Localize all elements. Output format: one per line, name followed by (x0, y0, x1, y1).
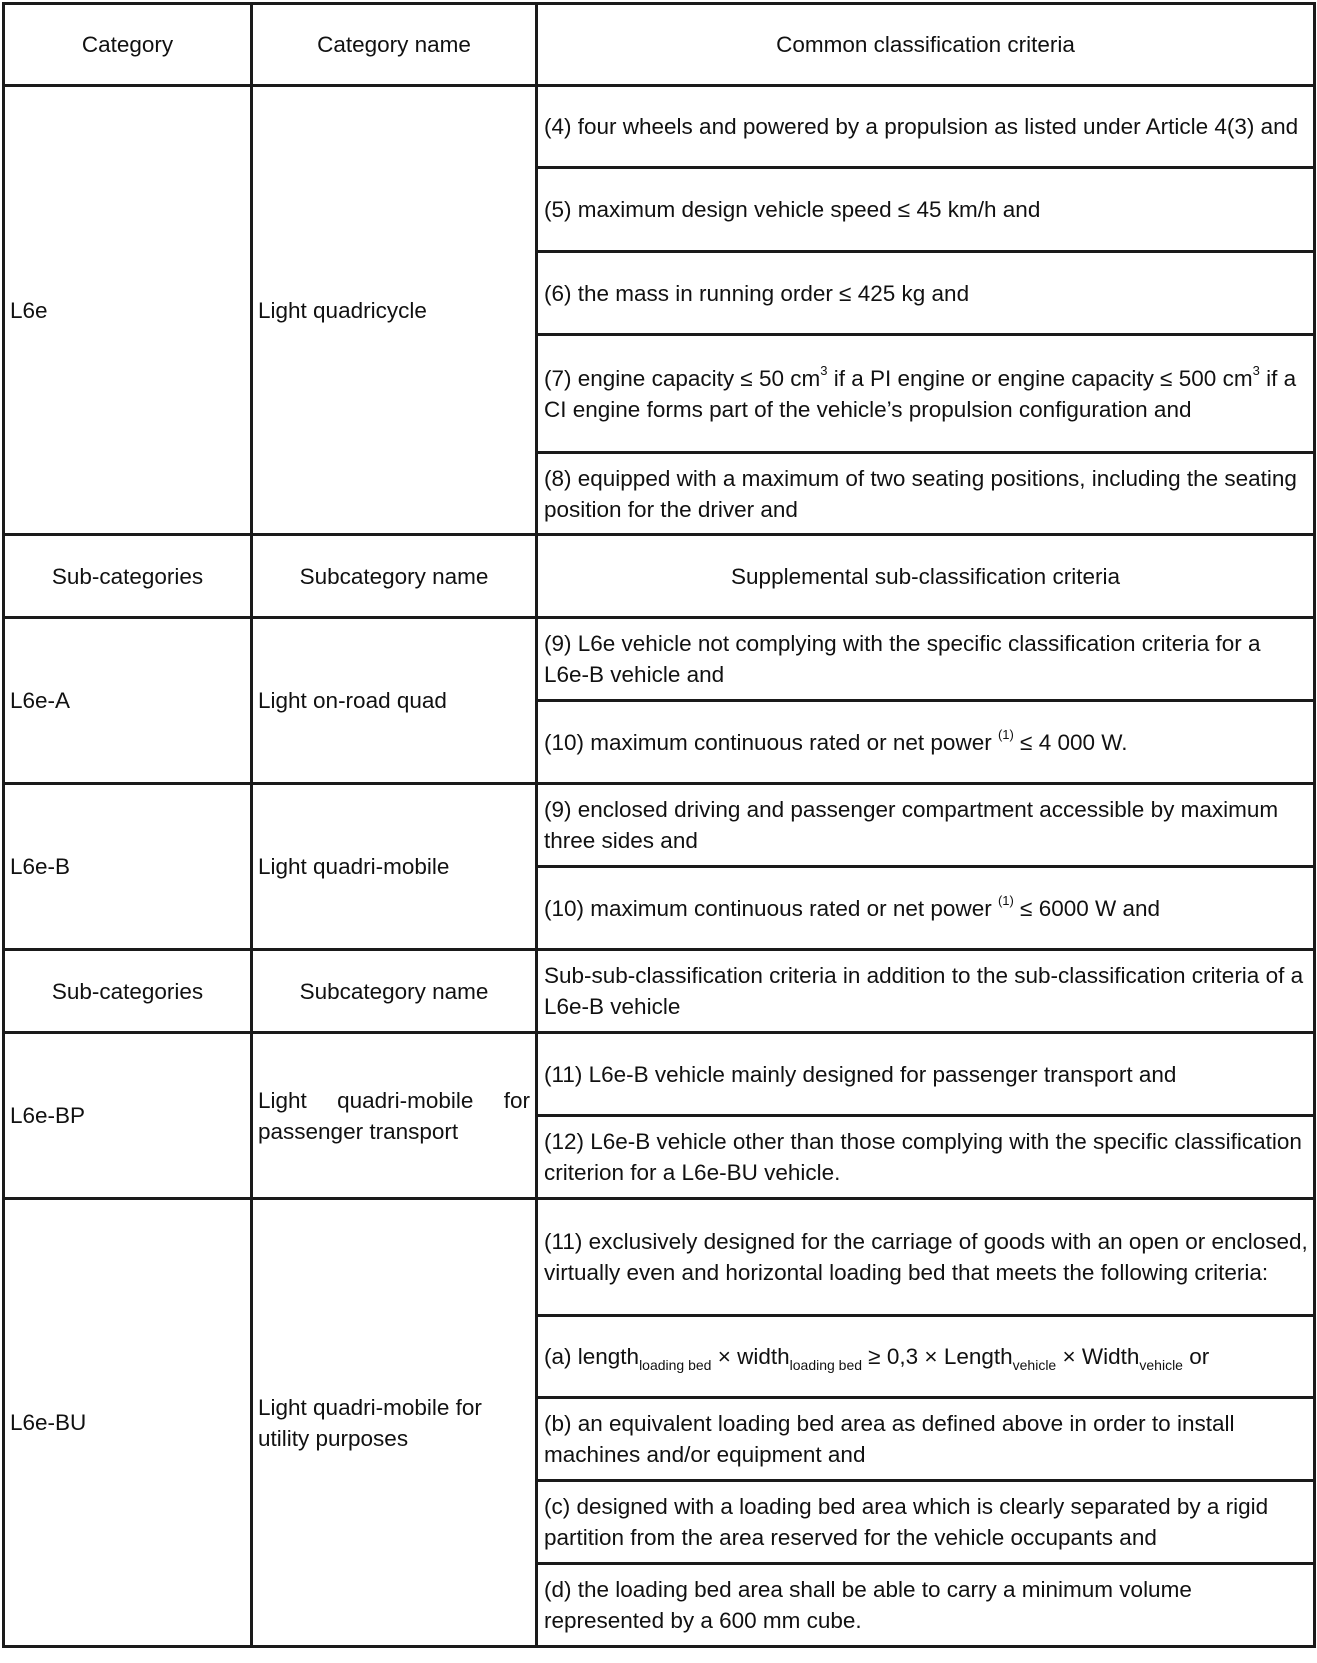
subscript-loading-bed: loading bed (789, 1357, 863, 1373)
l6e-a-criterion-10-text: (10) maximum continuous rated or net power (544, 729, 998, 755)
l6e-b-name: Light quadri-mobile (252, 784, 537, 950)
l6e-b-code: L6e-B (4, 784, 252, 950)
criterion-4: (4) four wheels and powered by a propulsion as listed under Article 4(3) and (537, 86, 1315, 168)
l6e-bu-code: L6e-BU (4, 1199, 252, 1647)
header-category: Category (4, 4, 252, 86)
l6e-b-row (4, 784, 1315, 867)
classification-table-container (2, 2, 1316, 1648)
subscript-vehicle: vehicle (1012, 1357, 1057, 1373)
criterion-a-width: × width (711, 1344, 790, 1369)
l6e-b-criterion-10-text: (10) maximum continuous rated or net power (544, 895, 998, 921)
footnote-ref: (1) (997, 893, 1014, 908)
l6e-a-name: Light on-road quad (252, 618, 537, 784)
criterion-a-prefix: (a) length (544, 1344, 640, 1369)
criterion-5: (5) maximum design vehicle speed ≤ 45 km/h and (537, 168, 1315, 252)
header-sub-categories: Sub-categories (4, 535, 252, 618)
criterion-7-part-c: if a CI engine forms part of the vehicle’s propulsion configuration and (544, 365, 1297, 422)
l6e-bu-criterion-a (537, 1316, 1315, 1398)
l6e-bp-code: L6e-BP (4, 1033, 252, 1199)
criterion-a-width-vehicle: × Width (1056, 1344, 1140, 1369)
criterion-8: (8) equipped with a maximum of two seating positions, including the seating position for the driver and (537, 453, 1315, 535)
l6e-b-criterion-10-value: ≤ 6000 W and (1013, 895, 1161, 921)
header-row-sub (4, 535, 1315, 618)
l6e-bp-name: Light quadri-mobile for passenger transport (252, 1033, 537, 1199)
criterion-7-superscript-1: 3 (820, 363, 828, 378)
criterion-a-length-vehicle: ≥ 0,3 × Length (862, 1344, 1013, 1369)
l6e-bu-criterion-c: (c) designed with a loading bed area which is clearly separated by a rigid partition from the area reserved for the vehicle occupants and (537, 1481, 1315, 1564)
footnote-ref: (1) (997, 727, 1014, 742)
l6e-b-criterion-10 (537, 867, 1315, 950)
subscript-loading-bed: loading bed (639, 1357, 712, 1373)
header-common-criteria: Common classification criteria (537, 4, 1315, 86)
criterion-7-part-b: if a PI engine or engine capacity ≤ 500 cm (827, 365, 1253, 391)
l6e-a-code: L6e-A (4, 618, 252, 784)
l6e-name: Light quadricycle (252, 86, 537, 535)
criterion-7-superscript-2: 3 (1252, 363, 1260, 378)
l6e-bu-row (4, 1199, 1315, 1316)
header-row-sub-sub (4, 950, 1315, 1033)
l6e-bu-criterion-11: (11) exclusively designed for the carriage of goods with an open or enclosed, virtually even and horizontal loading bed that meets the following criteria: (537, 1199, 1315, 1316)
l6e-bu-criterion-d: (d) the loading bed area shall be able to carry a minimum volume represented by a 600 mm cube. (537, 1564, 1315, 1647)
l6e-code: L6e (4, 86, 252, 535)
criterion-7-part-a: (7) engine capacity ≤ 50 cm (544, 365, 821, 391)
l6e-row (4, 86, 1315, 168)
header-category-name: Category name (252, 4, 537, 86)
l6e-bp-criterion-12: (12) L6e-B vehicle other than those complying with the specific classification criterion for a L6e-BU vehicle. (537, 1116, 1315, 1199)
l6e-a-criterion-10 (537, 701, 1315, 784)
l6e-a-criterion-10-value: ≤ 4 000 W. (1013, 729, 1128, 755)
l6e-a-criterion-9: (9) L6e vehicle not complying with the specific classification criteria for a L6e-B vehicle and (537, 618, 1315, 701)
l6e-bu-name: Light quadri-mobile for utility purposes (252, 1199, 537, 1647)
l6e-bu-criterion-b: (b) an equivalent loading bed area as defined above in order to install machines and/or equipment and (537, 1398, 1315, 1481)
criterion-7 (537, 335, 1315, 453)
header-subcategory-name-2: Subcategory name (252, 950, 537, 1033)
header-row-common (4, 4, 1315, 86)
header-sub-sub-criteria: Sub-sub-classification criteria in addition to the sub-classification criteria of a L6e-B vehicle (537, 950, 1315, 1033)
criterion-a-suffix: or (1182, 1344, 1210, 1369)
criterion-6: (6) the mass in running order ≤ 425 kg and (537, 252, 1315, 335)
l6e-bp-row (4, 1033, 1315, 1116)
l6e-a-row (4, 618, 1315, 701)
header-subcategory-name: Subcategory name (252, 535, 537, 618)
subscript-vehicle: vehicle (1139, 1357, 1183, 1373)
l6e-bp-criterion-11: (11) L6e-B vehicle mainly designed for passenger transport and (537, 1033, 1315, 1116)
l6e-b-criterion-9: (9) enclosed driving and passenger compartment accessible by maximum three sides and (537, 784, 1315, 867)
header-supplemental-criteria: Supplemental sub-classification criteria (537, 535, 1315, 618)
header-sub-categories-2: Sub-categories (4, 950, 252, 1033)
classification-table (2, 2, 1316, 1648)
